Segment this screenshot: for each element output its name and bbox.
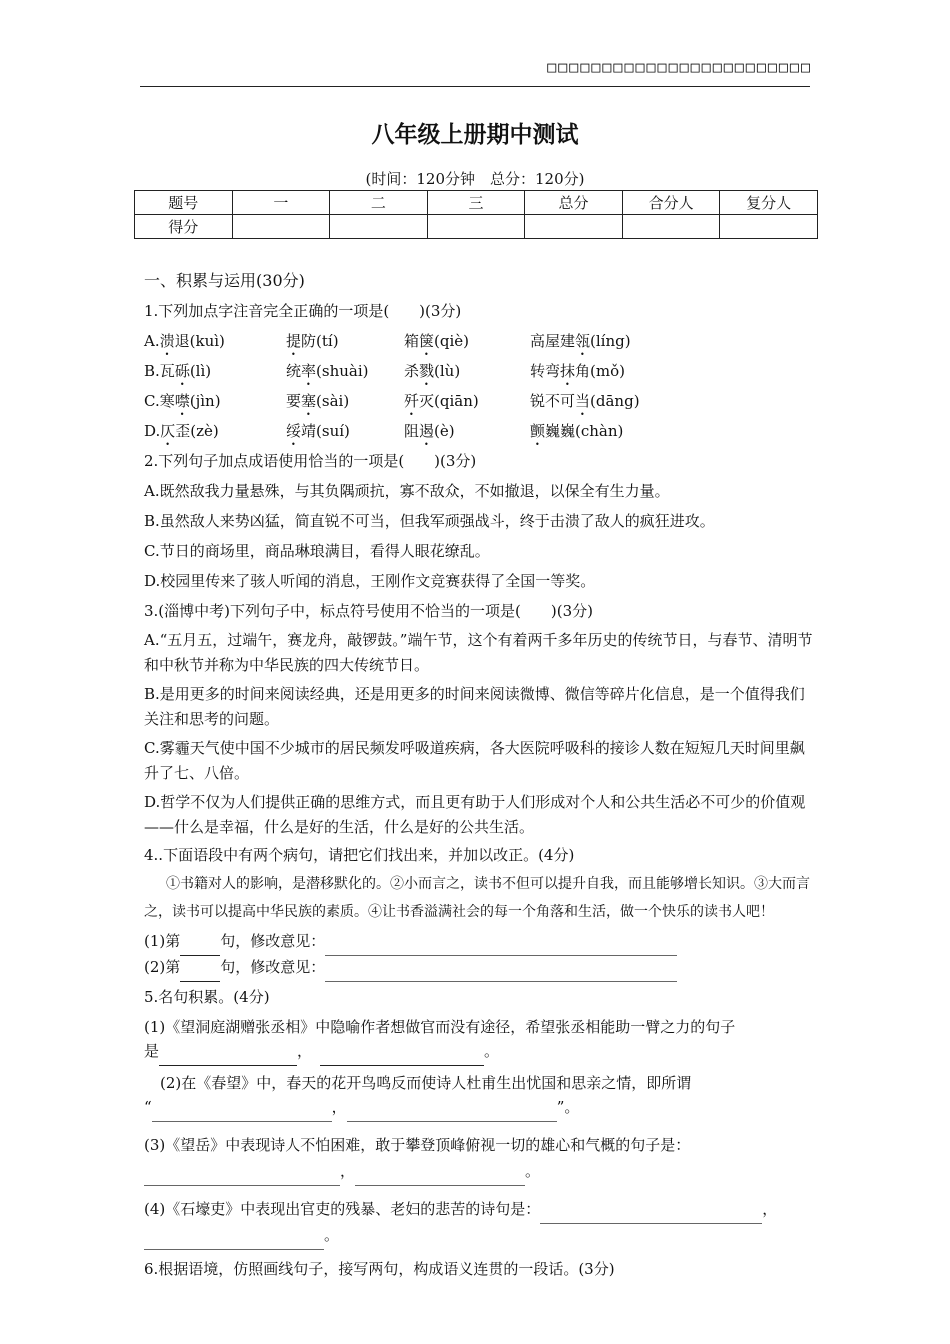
exam-content	[144, 266, 814, 1284]
score-cell[interactable]	[330, 215, 428, 239]
answer-label: 是	[144, 1042, 160, 1060]
question-4-stem: 4..下面语段中有两个病句，请把它们找出来，并加以改正。(4分)	[144, 846, 575, 864]
question-2-stem: 2.下列句子加点成语使用恰当的一项是( )(3分)	[144, 452, 477, 470]
poem-blank[interactable]	[144, 1229, 324, 1250]
section-title: 一、积累与运用	[144, 271, 257, 290]
poem-blank[interactable]	[347, 1101, 557, 1122]
score-cell[interactable]	[720, 215, 818, 239]
poem-blank[interactable]	[152, 1101, 332, 1122]
question-1-option-b	[144, 356, 814, 386]
score-table-header-row	[135, 191, 818, 215]
question-5-part-1-answer: 是 ， 。	[144, 1036, 814, 1066]
question-4-answer-2	[144, 952, 814, 982]
score-cell[interactable]	[622, 215, 720, 239]
question-3-option-b: B.是用更多的时间来阅读经典，还是用更多的时间来阅读微博、微信等碎片化信息，是一个值得我们关注和思考的问题。	[144, 685, 805, 728]
option-cell: 要塞(sài)	[286, 392, 350, 410]
score-table-header-cell: 总分	[525, 191, 623, 215]
question-2-option-b: B.虽然敌人来势凶猛，简直锐不可当，但我军顽强战斗，终于击溃了敌人的疯狂进攻。	[144, 512, 715, 530]
option-cell: A.溃退(kuì)	[144, 332, 225, 350]
option-cell: 高屋建瓴(líng)	[530, 332, 631, 350]
score-table-header-cell: 复分人	[720, 191, 818, 215]
poem-blank[interactable]	[320, 1045, 484, 1066]
question-5-part-4: (4)《石壕吏》中表现出官吏的残暴、老妇的悲苦的诗句是： ，	[144, 1194, 814, 1224]
question-3-option-c: C.雾霾天气使中国不少城市的居民频发呼吸道疾病，各大医院呼吸科的接诊人数在短短几天时间里飙升了七、八倍。	[144, 739, 805, 782]
question-6-stem: 6.根据语境，仿照画线句子，接写两句，构成语义连贯的一段话。(3分)	[144, 1260, 615, 1278]
question-5-part-3: (3)《望岳》中表现诗人不怕困难，敢于攀登顶峰俯视一切的雄心和气概的句子是：	[144, 1136, 691, 1154]
option-cell: 转弯抹角(mǒ)	[530, 362, 625, 380]
question-1-stem: 1.下列加点字注音完全正确的一项是( )(3分)	[144, 302, 462, 320]
question-5-part-2-answer: “ ， ”。	[144, 1092, 814, 1122]
section-points: (30分)	[256, 271, 305, 290]
answer-label: 句，修改意见：	[220, 958, 326, 976]
poem-blank[interactable]	[540, 1203, 762, 1224]
option-cell: 绥靖(suí)	[286, 422, 350, 440]
poem-blank[interactable]	[159, 1045, 297, 1066]
option-cell: B.瓦砾(lì)	[144, 362, 212, 380]
score-table-header-cell: 一	[232, 191, 330, 215]
question-5-part-2: (2)在《春望》中，春天的花开鸟鸣反而使诗人杜甫生出忧国和思亲之情，即所谓	[160, 1074, 692, 1092]
score-table-header-cell: 题号	[135, 191, 233, 215]
score-cell[interactable]	[525, 215, 623, 239]
score-table-header-cell: 三	[427, 191, 525, 215]
sentence-number-blank[interactable]	[180, 961, 220, 982]
question-5-part-4-answer: 。	[144, 1220, 814, 1250]
question-5-part-1: (1)《望洞庭湖赠张丞相》中隐喻作者想做官而没有途径，希望张丞相能助一臂之力的句子	[144, 1018, 736, 1036]
score-table-row-label: 得分	[135, 215, 233, 239]
score-cell[interactable]	[232, 215, 330, 239]
score-table-header-cell: 二	[330, 191, 428, 215]
answer-label: (2)第	[144, 958, 181, 976]
question-2-option-a: A.既然敌我力量悬殊，与其负隅顽抗，寡不敌众，不如撤退，以保全有生力量。	[144, 482, 670, 500]
poem-blank[interactable]	[144, 1165, 340, 1186]
question-1-option-a	[144, 326, 814, 356]
answer-label: 句，修改意见：	[220, 932, 326, 950]
score-table	[134, 190, 818, 239]
option-cell: 统率(shuài)	[286, 362, 369, 380]
option-cell: 阻遏(è)	[404, 422, 455, 440]
question-3-option-a: A.“五月五，过端午，赛龙舟，敲锣鼓。”端午节，这个有着两千多年历史的传统节日，与春节、清明节和中秋节并称为中华民族的四大传统节日。	[144, 631, 813, 674]
score-table-row	[135, 215, 818, 239]
question-1-option-d	[144, 416, 814, 446]
option-cell: 锐不可当(dāng)	[530, 392, 640, 410]
header-watermark: □□□□□□□□□□□□□□□□□□□□□□□□	[547, 58, 812, 76]
poem-blank[interactable]	[355, 1165, 525, 1186]
score-cell[interactable]	[427, 215, 525, 239]
page-title: 八年级上册期中测试	[371, 122, 579, 148]
question-text: (4)《石壕吏》中表现出官吏的残暴、老妇的悲苦的诗句是：	[144, 1200, 541, 1218]
section-heading	[144, 266, 814, 296]
question-4-passage: ①书籍对人的影响，是潜移默化的。②小而言之，读书不但可以提升自我，而且能够增长知识。③大而言之，读书可以提高中华民族的素质。④让书香溢满社会的每一个角落和生活，做一个快乐的读书人吧！	[144, 876, 810, 920]
option-cell: 箱箧(qiè)	[404, 332, 470, 350]
question-3-stem: 3.(淄博中考)下列句子中，标点符号使用不恰当的一项是( )(3分)	[144, 602, 593, 620]
question-5-part-3-answer: ， 。	[144, 1156, 814, 1186]
question-1-option-c	[144, 386, 814, 416]
option-cell: 颤巍巍(chàn)	[530, 422, 624, 440]
question-2-option-d: D.校园里传来了骇人听闻的消息，王刚作文竞赛获得了全国一等奖。	[144, 572, 596, 590]
question-5-stem: 5.名句积累。(4分)	[144, 988, 270, 1006]
option-cell: 杀戮(lù)	[404, 362, 461, 380]
score-table-header-cell: 合分人	[622, 191, 720, 215]
answer-label: (1)第	[144, 932, 181, 950]
exam-info: (时间：120分钟 总分：120分)	[365, 170, 585, 188]
question-2-option-c: C.节日的商场里，商品琳琅满目，看得人眼花缭乱。	[144, 542, 490, 560]
option-cell: C.寒噤(jìn)	[144, 392, 221, 410]
header-rule	[140, 86, 810, 87]
option-cell: 歼灭(qiān)	[404, 392, 479, 410]
option-cell: D.仄歪(zè)	[144, 422, 219, 440]
revision-blank[interactable]	[325, 961, 677, 982]
question-3-option-d: D.哲学不仅为人们提供正确的思维方式，而且更有助于人们形成对个人和公共生活必不可少的价值观——什么是幸福，什么是好的生活，什么是好的公共生活。	[144, 793, 806, 836]
option-cell: 提防(tí)	[286, 332, 339, 350]
